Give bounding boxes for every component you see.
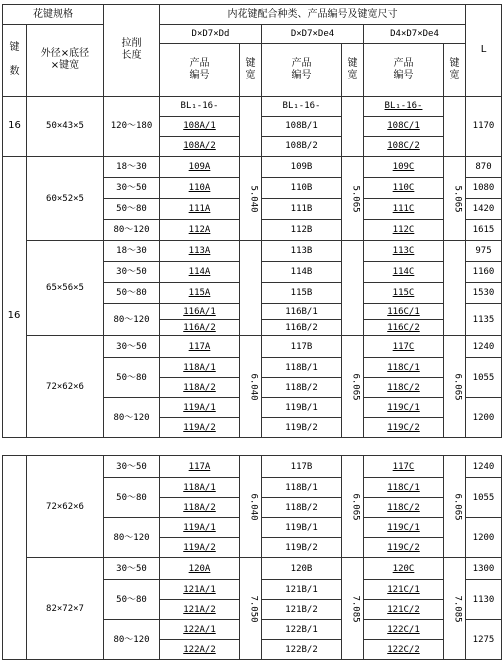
product-no-cell: 118B/2: [262, 378, 342, 398]
length-cell: 50～80: [104, 478, 160, 518]
product-no-cell: 121A/2: [160, 600, 240, 620]
product-no-cell: 122C/1: [364, 620, 444, 640]
length-L-cell: 1130: [466, 580, 502, 620]
length-L-cell: 1135: [466, 304, 502, 336]
key-width-cell: 6.065: [342, 336, 364, 438]
dims-cell: 72×62×6: [27, 336, 104, 438]
product-no-cell: 113B: [262, 241, 342, 262]
product-no-cell: 121A/1: [160, 580, 240, 600]
header-fit-group: 内花键配合种类、产品编号及键宽尺寸: [160, 5, 466, 25]
product-no-cell: BL₁-16-: [262, 96, 342, 116]
length-cell: 30～50: [104, 558, 160, 580]
product-no-cell: 118B/1: [262, 478, 342, 498]
key-width-cell: 5.065: [342, 157, 364, 241]
product-no-cell: 111C: [364, 199, 444, 220]
product-no-cell: 113A: [160, 241, 240, 262]
product-no-cell: 121B/1: [262, 580, 342, 600]
product-no-cell: BL₁-16-: [364, 96, 444, 116]
product-no-cell: 117A: [160, 456, 240, 478]
product-no-cell: 118C/2: [364, 378, 444, 398]
product-no-cell: 114A: [160, 262, 240, 283]
product-no-cell: 108C/1: [364, 116, 444, 136]
product-no-cell: 118A/2: [160, 378, 240, 398]
product-no-cell: 119A/2: [160, 418, 240, 438]
key-count-label: 16: [7, 310, 21, 321]
product-no-cell: 116C/1: [364, 304, 444, 320]
product-no-cell: 120A: [160, 558, 240, 580]
product-no-cell: 117B: [262, 456, 342, 478]
length-L-cell: 870: [466, 157, 502, 178]
product-no-cell: 108A/2: [160, 136, 240, 156]
product-no-cell: 108B/1: [262, 116, 342, 136]
product-no-cell: 117B: [262, 336, 342, 358]
key-width-cell: 7.085: [342, 558, 364, 660]
length-cell: 30～50: [104, 262, 160, 283]
product-no-cell: 119B/1: [262, 518, 342, 538]
dims-cell: 82×72×7: [27, 558, 104, 660]
product-no-cell: 120C: [364, 558, 444, 580]
product-no-cell: 114B: [262, 262, 342, 283]
product-no-cell: 112A: [160, 220, 240, 241]
key-width-cell: 6.065: [342, 456, 364, 558]
length-L-cell: 975: [466, 241, 502, 262]
length-L-cell: 1275: [466, 620, 502, 660]
spline-broach-table-part-2: [2, 455, 502, 660]
key-width-cell: 7.050: [240, 558, 262, 660]
key-width-cell: 6.065: [444, 456, 466, 558]
key-width-cell: 5.040: [240, 157, 262, 241]
product-no-cell: 116C/2: [364, 320, 444, 336]
length-cell: 30～50: [104, 336, 160, 358]
product-no-cell: 119C/2: [364, 418, 444, 438]
product-no-cell: 120B: [262, 558, 342, 580]
product-no-cell: 115C: [364, 283, 444, 304]
length-cell: 80～120: [104, 398, 160, 438]
header-product-no-c: 产品 编号: [364, 44, 444, 97]
product-no-cell: 118C/1: [364, 358, 444, 378]
product-no-cell: 116A/1: [160, 304, 240, 320]
dims-cell: 65×56×5: [27, 241, 104, 336]
key-count-cell: 16: [3, 96, 27, 156]
product-no-cell: 110A: [160, 178, 240, 199]
key-width-cell: 7.085: [444, 558, 466, 660]
product-no-cell: 122A/2: [160, 640, 240, 660]
product-no-cell: 111A: [160, 199, 240, 220]
product-no-cell: 122B/2: [262, 640, 342, 660]
dims-cell: 72×62×6: [27, 456, 104, 558]
product-no-cell: 113C: [364, 241, 444, 262]
product-no-cell: 108A/1: [160, 116, 240, 136]
product-no-cell: 109C: [364, 157, 444, 178]
length-cell: 50～80: [104, 580, 160, 620]
product-no-cell: 122A/1: [160, 620, 240, 640]
product-no-cell: 116A/2: [160, 320, 240, 336]
length-L-cell: 1240: [466, 336, 502, 358]
product-no-cell: 110B: [262, 178, 342, 199]
key-width-cell: [444, 241, 466, 336]
header-key-width-a: 键 宽: [240, 44, 262, 97]
product-no-cell: 116B/2: [262, 320, 342, 336]
product-no-cell: 109A: [160, 157, 240, 178]
header-fit-3: D4×D7×De4: [364, 25, 466, 44]
header-length-L: L: [466, 5, 502, 97]
key-width-cell: 6.065: [444, 336, 466, 438]
product-no-cell: 117C: [364, 456, 444, 478]
spline-broach-table-part-1b: [2, 156, 502, 438]
key-count-cell: [3, 157, 27, 438]
key-count-cell: [3, 456, 27, 660]
product-no-cell: BL₁-16-: [160, 96, 240, 116]
length-L-cell: 1080: [466, 178, 502, 199]
product-no-cell: 121C/2: [364, 600, 444, 620]
product-no-cell: 109B: [262, 157, 342, 178]
product-no-cell: 118A/2: [160, 498, 240, 518]
header-product-no-a: 产品 编号: [160, 44, 240, 97]
length-L-cell: 1530: [466, 283, 502, 304]
length-cell: 120～180: [104, 96, 160, 156]
length-L-cell: 1170: [466, 96, 502, 156]
product-no-cell: 110C: [364, 178, 444, 199]
length-cell: 80～120: [104, 304, 160, 336]
header-fit-1: D×D7×Dd: [160, 25, 262, 44]
length-cell: 80～120: [104, 220, 160, 241]
key-width-cell: [342, 96, 364, 156]
product-no-cell: 119B/1: [262, 398, 342, 418]
product-no-cell: 119A/2: [160, 538, 240, 558]
length-cell: 80～120: [104, 518, 160, 558]
key-width-cell: 6.040: [240, 336, 262, 438]
length-cell: 50～80: [104, 358, 160, 398]
product-no-cell: 112C: [364, 220, 444, 241]
product-no-cell: 118B/1: [262, 358, 342, 378]
length-L-cell: 1200: [466, 398, 502, 438]
product-no-cell: 116B/1: [262, 304, 342, 320]
dims-cell: 50×43×5: [27, 96, 104, 156]
product-no-cell: 117A: [160, 336, 240, 358]
product-no-cell: 118C/2: [364, 498, 444, 518]
key-width-cell: [342, 241, 364, 336]
length-L-cell: 1300: [466, 558, 502, 580]
key-width-cell: [240, 96, 262, 156]
product-no-cell: 119C/1: [364, 518, 444, 538]
product-no-cell: 118C/1: [364, 478, 444, 498]
product-no-cell: 121B/2: [262, 600, 342, 620]
product-no-cell: 114C: [364, 262, 444, 283]
product-no-cell: 118B/2: [262, 498, 342, 518]
key-width-cell: [444, 96, 466, 156]
length-L-cell: 1200: [466, 518, 502, 558]
length-L-cell: 1240: [466, 456, 502, 478]
length-cell: 80～120: [104, 620, 160, 660]
spline-broach-table-part-1: [2, 4, 502, 157]
header-spline-spec: 花键规格: [3, 5, 104, 25]
product-no-cell: 121C/1: [364, 580, 444, 600]
header-key-width-c: 键 宽: [444, 44, 466, 97]
product-no-cell: 119B/2: [262, 538, 342, 558]
key-width-cell: 5.065: [444, 157, 466, 241]
product-no-cell: 117C: [364, 336, 444, 358]
length-L-cell: 1615: [466, 220, 502, 241]
product-no-cell: 111B: [262, 199, 342, 220]
length-L-cell: 1055: [466, 478, 502, 518]
length-cell: 30～50: [104, 178, 160, 199]
product-no-cell: 108B/2: [262, 136, 342, 156]
product-no-cell: 115A: [160, 283, 240, 304]
header-product-no-b: 产品 编号: [262, 44, 342, 97]
product-no-cell: 112B: [262, 220, 342, 241]
product-no-cell: 119C/1: [364, 398, 444, 418]
product-no-cell: 115B: [262, 283, 342, 304]
length-L-cell: 1160: [466, 262, 502, 283]
header-key-count: 键 数: [3, 25, 27, 97]
product-no-cell: 122B/1: [262, 620, 342, 640]
header-dimensions: 外径×底径 ×键宽: [27, 25, 104, 97]
product-no-cell: 119A/1: [160, 518, 240, 538]
header-key-width-b: 键 宽: [342, 44, 364, 97]
header-broach-length: 拉削 长度: [104, 5, 160, 97]
length-cell: 30～50: [104, 456, 160, 478]
product-no-cell: 119A/1: [160, 398, 240, 418]
key-width-cell: 6.040: [240, 456, 262, 558]
length-cell: 18～30: [104, 241, 160, 262]
length-cell: 50～80: [104, 199, 160, 220]
length-cell: 18～30: [104, 157, 160, 178]
product-no-cell: 108C/2: [364, 136, 444, 156]
dims-cell: 60×52×5: [27, 157, 104, 241]
product-no-cell: 118A/1: [160, 478, 240, 498]
length-L-cell: 1055: [466, 358, 502, 398]
product-no-cell: 122C/2: [364, 640, 444, 660]
product-no-cell: 118A/1: [160, 358, 240, 378]
length-L-cell: 1420: [466, 199, 502, 220]
product-no-cell: 119C/2: [364, 538, 444, 558]
length-cell: 50～80: [104, 283, 160, 304]
header-fit-2: D×D7×De4: [262, 25, 364, 44]
product-no-cell: 119B/2: [262, 418, 342, 438]
key-width-cell: [240, 241, 262, 336]
